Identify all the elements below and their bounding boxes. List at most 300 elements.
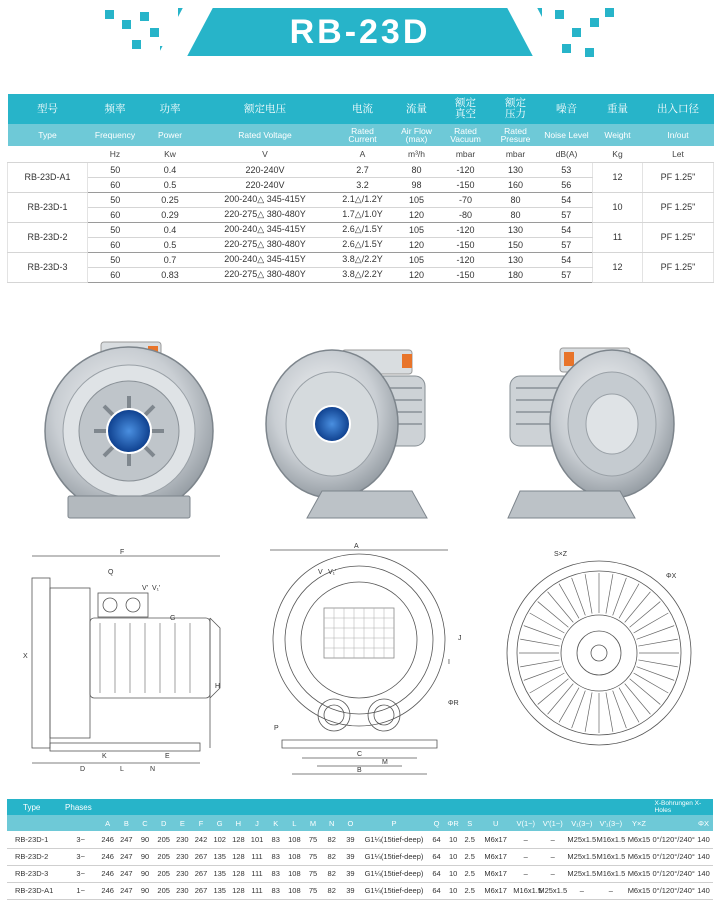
rib-line: [520, 660, 559, 667]
header-en: Rated Presure: [491, 124, 541, 146]
blower-front-photo: [36, 336, 222, 526]
spec-cell-inout: PF 1.25": [643, 162, 714, 192]
dim-value-cell: 2.5: [461, 848, 478, 865]
spec-cell-current: 3.8△/2.2Y: [333, 267, 393, 282]
spec-row: [8, 162, 714, 177]
spec-cell-freq: 60: [88, 207, 143, 222]
dim-value-cell: M16x1.5: [513, 882, 538, 899]
header-cn: 功率: [143, 94, 198, 124]
spec-cell-noise: 54: [541, 222, 593, 237]
spec-cell-pressure: 80: [491, 192, 541, 207]
dim-label-l: L: [120, 766, 124, 773]
dim-label-x: X: [23, 653, 28, 660]
dim-value-cell: 267: [192, 865, 211, 882]
dim-value-cell: 0°/120°/240°: [653, 882, 695, 899]
dim-header-cell: V'(1~): [538, 815, 567, 831]
dim-phases-cell: 3~: [63, 831, 98, 848]
dim-value-cell: 0°/120°/240°: [653, 848, 695, 865]
dim-value-cell: M16x1.5: [596, 848, 625, 865]
dim-value-cell: M25x1.5: [567, 865, 596, 882]
decor-pixel: [572, 28, 581, 37]
unit-cell: V: [198, 146, 333, 162]
spec-cell-power: 0.5: [143, 177, 198, 192]
dim-value-cell: M25x1.5: [567, 848, 596, 865]
dim-value-cell: 83: [266, 848, 285, 865]
dim-value-cell: 64: [428, 865, 445, 882]
dim-value-cell: M6x15: [625, 865, 652, 882]
model-cell: RB-23D-1: [8, 192, 88, 222]
spec-cell-power: 0.83: [143, 267, 198, 282]
dim-value-cell: 64: [428, 848, 445, 865]
spec-cell-freq: 50: [88, 222, 143, 237]
model-cell: RB-23D-2: [8, 222, 88, 252]
dim-label-f: F: [120, 549, 125, 556]
dim-label-q: Q: [108, 569, 114, 576]
spec-cell-freq: 60: [88, 267, 143, 282]
dim-value-cell: 90: [136, 865, 155, 882]
spec-cell-vacuum: -150: [441, 177, 491, 192]
spec-cell-voltage: 220-275△ 380-480Y: [198, 207, 333, 222]
rib-line: [520, 639, 559, 646]
spec-cell-power: 0.5: [143, 237, 198, 252]
dim-value-cell: 230: [173, 882, 192, 899]
spec-cell-flow: 120: [393, 207, 441, 222]
spec-cell-freq: 60: [88, 237, 143, 252]
unit-cell: mbar: [491, 146, 541, 162]
dim-header-cell: L: [285, 815, 304, 831]
spec-cell-pressure: 130: [491, 222, 541, 237]
blower-back-photo: [500, 336, 678, 526]
unit-cell: Kw: [143, 146, 198, 162]
spec-cell-voltage: 220-275△ 380-480Y: [198, 237, 333, 252]
dim-header-cell: B: [117, 815, 136, 831]
header-cn: 电流: [333, 94, 393, 124]
dim-value-cell: 39: [341, 882, 360, 899]
dim-header-cell: K: [266, 815, 285, 831]
dim-value-cell: 39: [341, 831, 360, 848]
spec-cell-noise: 53: [541, 162, 593, 177]
spec-cell-current: 1.7△/1.0Y: [333, 207, 393, 222]
dim-value-cell: –: [538, 848, 567, 865]
spec-units-row: [8, 146, 714, 162]
dim-value-cell: 128: [229, 831, 248, 848]
dim-header-cell: M: [304, 815, 323, 831]
spec-table: [7, 94, 714, 283]
header-cn: 噪音: [541, 94, 593, 124]
dim-header-cell: F: [192, 815, 211, 831]
rib-line: [585, 692, 592, 731]
spec-body: [8, 162, 714, 282]
dim-value-cell: 101: [248, 831, 267, 848]
header-en: Air Flow (max): [393, 124, 441, 146]
dim-header-cell: O: [341, 815, 360, 831]
spec-cell-noise: 54: [541, 252, 593, 267]
dim-value-cell: G1¼(15tief-deep): [360, 848, 429, 865]
dim-value-cell: –: [538, 865, 567, 882]
header-en: Rated Voltage: [198, 124, 333, 146]
rib-line: [625, 592, 651, 623]
dim-value-cell: 140: [694, 882, 713, 899]
dim-label-k: K: [102, 753, 107, 760]
spec-cell-vacuum: -80: [441, 207, 491, 222]
spec-cell-flow: 80: [393, 162, 441, 177]
header-banner: [0, 0, 720, 78]
dim-value-cell: 75: [304, 882, 323, 899]
spec-cell-noise: 56: [541, 177, 593, 192]
dim-value-cell: 111: [248, 865, 267, 882]
dim-value-cell: 247: [117, 882, 136, 899]
dim-header-cell: G: [210, 815, 229, 831]
spec-cell-flow: 98: [393, 177, 441, 192]
spec-cell-pressure: 80: [491, 207, 541, 222]
dim-header-cell: H: [229, 815, 248, 831]
header-cn: 频率: [88, 94, 143, 124]
dim-value-cell: 83: [266, 882, 285, 899]
dim-value-cell: 0°/120°/240°: [653, 865, 695, 882]
dim-value-cell: 230: [173, 831, 192, 848]
dim-value-cell: 0°/120°/240°: [653, 831, 695, 848]
dim-type-cell: RB-23D-1: [7, 831, 63, 848]
spec-header-cn: [8, 94, 714, 124]
spec-cell-vacuum: -120: [441, 252, 491, 267]
header-cn: 型号: [8, 94, 88, 124]
unit-cell: [8, 146, 88, 162]
dim-value-cell: 205: [154, 882, 173, 899]
dim-value-cell: 140: [694, 831, 713, 848]
spec-cell-voltage: 200-240△ 345-415Y: [198, 252, 333, 267]
rib-line: [625, 684, 651, 715]
dim-header-row1: [7, 799, 713, 815]
dim-label-a: A: [354, 543, 359, 550]
header-en: Rated Vacuum: [441, 124, 491, 146]
spec-cell-voltage: 200-240△ 345-415Y: [198, 222, 333, 237]
spec-cell-pressure: 130: [491, 162, 541, 177]
unit-cell: mbar: [441, 146, 491, 162]
spec-cell-freq: 60: [88, 177, 143, 192]
spec-cell-weight: 12: [593, 252, 643, 282]
dim-value-cell: 75: [304, 831, 323, 848]
page-title-text: RB-23D: [289, 12, 431, 51]
dim-value-cell: 246: [98, 848, 117, 865]
header-en: In/out: [643, 124, 714, 146]
dim-label-m: M: [382, 759, 388, 766]
rib-line: [606, 574, 613, 613]
spec-cell-freq: 50: [88, 252, 143, 267]
dim-value-cell: 246: [98, 882, 117, 899]
header-en: Noise Level: [541, 124, 593, 146]
dim-value-cell: 83: [266, 831, 285, 848]
dim-label-n: N: [150, 766, 156, 773]
spec-cell-vacuum: -150: [441, 267, 491, 282]
dim-header-cell: J: [248, 815, 267, 831]
dim-value-cell: 267: [192, 848, 211, 865]
spec-cell-flow: 105: [393, 192, 441, 207]
dim-row: [7, 831, 713, 848]
spec-cell-weight: 11: [593, 222, 643, 252]
spec-cell-power: 0.7: [143, 252, 198, 267]
header-en: Power: [143, 124, 198, 146]
decor-pixel: [585, 48, 594, 57]
dim-value-cell: M25x1.5: [567, 831, 596, 848]
spec-cell-voltage: 200-240△ 345-415Y: [198, 192, 333, 207]
decor-pixel: [562, 44, 571, 53]
dim-header-cell: ΦR: [445, 815, 462, 831]
spec-cell-pressure: 180: [491, 267, 541, 282]
spec-cell-noise: 57: [541, 267, 593, 282]
spec-cell-weight: 10: [593, 192, 643, 222]
dim-header-row2: [7, 815, 713, 831]
dim-header-cell: V(1~): [513, 815, 538, 831]
dim-value-cell: 128: [229, 882, 248, 899]
spec-cell-vacuum: -150: [441, 237, 491, 252]
spec-cell-voltage: 220-240V: [198, 162, 333, 177]
dim-value-cell: M16x1.5: [596, 831, 625, 848]
dim-value-cell: 242: [192, 831, 211, 848]
dim-value-cell: 102: [210, 831, 229, 848]
dim-value-cell: 90: [136, 831, 155, 848]
rib-line: [606, 692, 613, 731]
dim-value-cell: M6x15: [625, 848, 652, 865]
dim-header-cell: S: [461, 815, 478, 831]
dim-value-cell: 111: [248, 848, 267, 865]
back-view-drawing: [502, 548, 702, 764]
dim-type-cell: RB-23D-A1: [7, 882, 63, 899]
dim-value-cell: 10: [445, 848, 462, 865]
dim-header-blank: [7, 815, 63, 831]
dim-value-cell: G1¼(15tief-deep): [360, 831, 429, 848]
dim-value-cell: 10: [445, 831, 462, 848]
dim-value-cell: M6x17: [478, 848, 513, 865]
dim-type-cell: RB-23D-2: [7, 848, 63, 865]
dim-header-cell: P: [360, 815, 429, 831]
dim-header-cell: N: [322, 815, 341, 831]
spec-row: [8, 192, 714, 207]
dim-label-j: J: [458, 635, 462, 642]
spec-cell-pressure: 130: [491, 252, 541, 267]
front-view-drawing: [262, 540, 472, 778]
decor-pixel: [555, 10, 564, 19]
spec-cell-inout: PF 1.25": [643, 192, 714, 222]
dim-header-cell: C: [136, 815, 155, 831]
dim-value-cell: G1¼(15tief-deep): [360, 882, 429, 899]
spec-cell-flow: 120: [393, 267, 441, 282]
dim-value-cell: M16x1.5: [596, 865, 625, 882]
page-title: [178, 8, 542, 56]
dim-label-phix: ΦX: [666, 573, 677, 580]
dim-label-e: E: [165, 753, 170, 760]
dim-label-b: B: [357, 767, 362, 774]
header-en: Type: [8, 124, 88, 146]
header-en: Frequency: [88, 124, 143, 146]
dim-value-cell: 39: [341, 865, 360, 882]
dim-label-g: G: [170, 615, 176, 622]
spec-cell-inout: PF 1.25": [643, 252, 714, 282]
dim-value-cell: –: [513, 831, 538, 848]
decor-pixel: [140, 12, 149, 21]
spec-cell-inout: PF 1.25": [643, 222, 714, 252]
decor-pixel: [105, 10, 114, 19]
spec-cell-vacuum: -120: [441, 162, 491, 177]
dim-value-cell: 82: [322, 848, 341, 865]
dim-value-cell: 246: [98, 865, 117, 882]
dim-header-cell: Q: [428, 815, 445, 831]
dim-value-cell: 83: [266, 865, 285, 882]
dim-value-cell: –: [538, 831, 567, 848]
unit-cell: Hz: [88, 146, 143, 162]
blower-angle-photo: [262, 336, 440, 526]
dim-label-v1-front: V₁': [328, 569, 337, 576]
rib-line: [548, 684, 574, 715]
dim-value-cell: 230: [173, 865, 192, 882]
dim-header-xholes: X-Bohrungen X-Holes: [653, 799, 714, 815]
dim-value-cell: 64: [428, 831, 445, 848]
spec-cell-noise: 57: [541, 237, 593, 252]
dim-value-cell: 247: [117, 848, 136, 865]
dim-header-cell: A: [98, 815, 117, 831]
dim-value-cell: 140: [694, 865, 713, 882]
dim-value-cell: 230: [173, 848, 192, 865]
dim-header-cell: U: [478, 815, 513, 831]
spec-cell-current: 2.6△/1.5Y: [333, 222, 393, 237]
dim-value-cell: M6x15: [625, 882, 652, 899]
dim-phases-cell: 3~: [63, 848, 98, 865]
header-en: Rated Current: [333, 124, 393, 146]
dim-value-cell: 82: [322, 831, 341, 848]
spec-cell-power: 0.4: [143, 162, 198, 177]
unit-cell: Let: [643, 146, 714, 162]
dim-value-cell: 108: [285, 882, 304, 899]
model-cell: RB-23D-3: [8, 252, 88, 282]
dim-value-cell: 247: [117, 831, 136, 848]
spec-row: [8, 252, 714, 267]
dim-header-phases: Phases: [63, 799, 98, 815]
dim-value-cell: 267: [192, 882, 211, 899]
spec-cell-current: 3.2: [333, 177, 393, 192]
rib-line: [630, 679, 661, 705]
dim-value-cell: M25x1.5: [538, 882, 567, 899]
spec-cell-pressure: 150: [491, 237, 541, 252]
dim-label-p: P: [274, 725, 279, 732]
header-cn: 流量: [393, 94, 441, 124]
dim-value-cell: 128: [229, 865, 248, 882]
spec-cell-weight: 12: [593, 162, 643, 192]
dim-phases-cell: 3~: [63, 865, 98, 882]
decor-pixel: [150, 28, 159, 37]
dim-header-cell: ΦX: [694, 815, 713, 831]
header-cn: 重量: [593, 94, 643, 124]
dim-label-phir: ΦR: [448, 700, 459, 707]
spec-header-en: [8, 124, 714, 146]
unit-cell: m³/h: [393, 146, 441, 162]
spec-cell-current: 3.8△/2.2Y: [333, 252, 393, 267]
dim-header-cell: D: [154, 815, 173, 831]
dim-value-cell: 82: [322, 865, 341, 882]
dim-header-cell: E: [173, 815, 192, 831]
dim-label-d: D: [80, 766, 86, 773]
dim-value-cell: 247: [117, 865, 136, 882]
rib-line: [638, 660, 677, 667]
spec-cell-freq: 50: [88, 162, 143, 177]
dim-body: [7, 831, 713, 899]
dim-value-cell: 128: [229, 848, 248, 865]
dim-label-i: I: [448, 659, 450, 666]
dim-value-cell: 135: [210, 882, 229, 899]
unit-cell: A: [333, 146, 393, 162]
spec-cell-current: 2.1△/1.2Y: [333, 192, 393, 207]
dim-value-cell: 140: [694, 848, 713, 865]
header-en: Weight: [593, 124, 643, 146]
dim-value-cell: M6x15: [625, 831, 652, 848]
dim-value-cell: 135: [210, 865, 229, 882]
unit-cell: dB(A): [541, 146, 593, 162]
dim-value-cell: M6x17: [478, 882, 513, 899]
spec-cell-noise: 57: [541, 207, 593, 222]
dim-value-cell: 205: [154, 831, 173, 848]
dim-value-cell: 205: [154, 865, 173, 882]
dim-header-spacer: [98, 799, 652, 815]
decor-pixel: [122, 20, 131, 29]
spec-cell-voltage: 220-240V: [198, 177, 333, 192]
dim-value-cell: 10: [445, 882, 462, 899]
spec-cell-power: 0.29: [143, 207, 198, 222]
dim-value-cell: 82: [322, 882, 341, 899]
dim-row: [7, 882, 713, 899]
dim-value-cell: 64: [428, 882, 445, 899]
dim-value-cell: 111: [248, 882, 267, 899]
rib-line: [548, 592, 574, 623]
dim-value-cell: 2.5: [461, 882, 478, 899]
dim-type-cell: RB-23D-3: [7, 865, 63, 882]
decor-pixel: [605, 8, 614, 17]
spec-cell-power: 0.25: [143, 192, 198, 207]
spec-cell-power: 0.4: [143, 222, 198, 237]
spec-cell-voltage: 220-275△ 380-480Y: [198, 267, 333, 282]
dim-value-cell: 75: [304, 848, 323, 865]
spec-cell-pressure: 160: [491, 177, 541, 192]
dim-header-blank: [63, 815, 98, 831]
dim-value-cell: 246: [98, 831, 117, 848]
spec-cell-vacuum: -70: [441, 192, 491, 207]
dim-header-cell: V'₁(3~): [596, 815, 625, 831]
spec-cell-current: 2.6△/1.5Y: [333, 237, 393, 252]
spec-cell-noise: 54: [541, 192, 593, 207]
spec-cell-flow: 120: [393, 237, 441, 252]
decor-pixel: [590, 18, 599, 27]
rib-line: [538, 679, 569, 705]
dim-label-v1: V₁': [152, 585, 161, 592]
dim-label-h: H: [215, 683, 221, 690]
dim-value-cell: 10: [445, 865, 462, 882]
spec-cell-flow: 105: [393, 252, 441, 267]
dim-header-type: Type: [7, 799, 63, 815]
dim-value-cell: –: [596, 882, 625, 899]
spec-row: [8, 222, 714, 237]
header-cn: 额定压力: [491, 94, 541, 124]
dim-value-cell: 90: [136, 882, 155, 899]
spec-cell-freq: 50: [88, 192, 143, 207]
header-cn: 额定电压: [198, 94, 333, 124]
dim-value-cell: 108: [285, 848, 304, 865]
dim-row: [7, 848, 713, 865]
dim-label-v-front: V: [318, 569, 323, 576]
dim-header-cell: Y×Z: [625, 815, 652, 831]
dim-value-cell: M6x17: [478, 831, 513, 848]
dim-value-cell: 108: [285, 865, 304, 882]
spec-cell-current: 2.7: [333, 162, 393, 177]
dim-value-cell: 90: [136, 848, 155, 865]
unit-cell: Kg: [593, 146, 643, 162]
rib-line: [630, 602, 661, 628]
